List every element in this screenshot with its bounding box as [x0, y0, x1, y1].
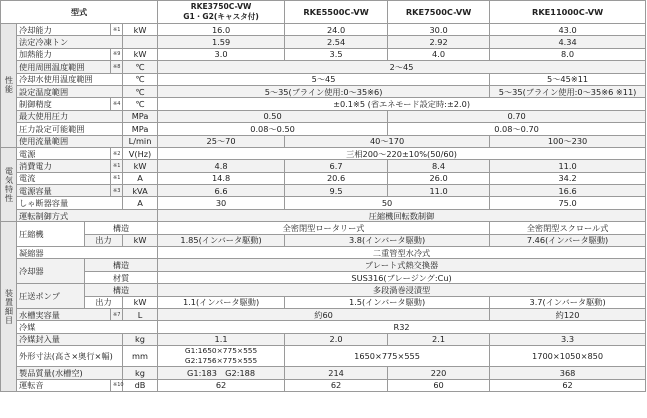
value: 60	[388, 379, 490, 391]
unit: ℃	[123, 73, 158, 85]
label: 電源容量	[17, 185, 111, 197]
row-pump-structure	[1, 284, 646, 296]
value: 1700×1050×850	[490, 346, 646, 367]
value: 11.0	[490, 160, 646, 172]
row-rated-ton	[1, 36, 646, 48]
value: プレート式熱交換器	[158, 259, 646, 271]
value: 2.54	[285, 36, 388, 48]
value: 0.08～0.70	[388, 123, 646, 135]
value: 11.0	[388, 185, 490, 197]
value: 圧縮機回転数制御	[158, 209, 646, 221]
row-breaker	[1, 197, 646, 209]
row-control-accuracy	[1, 98, 646, 110]
group-device: 装置細目	[1, 222, 17, 392]
value: 25～70	[158, 135, 285, 147]
value: 二重管型水冷式	[158, 247, 646, 259]
unit: kW	[123, 234, 158, 246]
value: 2～45	[158, 61, 646, 73]
value: 1.59	[158, 36, 285, 48]
label: 凝縮器	[17, 247, 158, 259]
value: 26.0	[388, 172, 490, 184]
label: しゃ断器容量	[17, 197, 123, 209]
value: 30	[158, 197, 285, 209]
value: 4.34	[490, 36, 646, 48]
row-pump-output	[1, 296, 646, 308]
note: ※1	[111, 172, 123, 184]
value: 8.4	[388, 160, 490, 172]
row-heating-capacity	[1, 48, 646, 60]
sublabel: 出力	[85, 296, 123, 308]
value: 1650×775×555	[285, 346, 490, 367]
unit: V(Hz)	[123, 147, 158, 159]
row-pressure-range	[1, 123, 646, 135]
unit: MPa	[123, 110, 158, 122]
unit: kg	[123, 367, 158, 379]
note: ※9	[111, 48, 123, 60]
value: 43.0	[490, 24, 646, 36]
value: 全密閉型ロータリー式	[158, 222, 490, 234]
unit: kg	[123, 333, 158, 345]
value: 20.6	[285, 172, 388, 184]
value: 3.5	[285, 48, 388, 60]
header-label: 型式	[1, 1, 158, 24]
sublabel: 出力	[85, 234, 123, 246]
model-11000: RKE11000C-VW	[490, 1, 646, 24]
note: ※4	[111, 98, 123, 110]
value: 2.92	[388, 36, 490, 48]
value: R32	[158, 321, 646, 333]
value: 5～45※11	[490, 73, 646, 85]
sublabel: 構造	[85, 284, 158, 296]
label: 冷媒	[17, 321, 158, 333]
value: 214	[285, 367, 388, 379]
sublabel: 材質	[85, 271, 158, 283]
note: ※3	[111, 185, 123, 197]
model-5500: RKE5500C-VW	[285, 1, 388, 24]
unit: L	[123, 308, 158, 320]
row-compressor-output	[1, 234, 646, 246]
row-condenser	[1, 247, 646, 259]
unit: ℃	[123, 98, 158, 110]
value: 62	[285, 379, 388, 391]
label: 水槽実容量	[17, 308, 111, 320]
value: 368	[490, 367, 646, 379]
value: 24.0	[285, 24, 388, 36]
note: ※7	[111, 308, 123, 320]
value: 30.0	[388, 24, 490, 36]
note: ※2	[111, 147, 123, 159]
value: G1:1650×775×555 G2:1756×775×555	[158, 346, 285, 367]
sublabel: 構造	[85, 222, 158, 234]
unit: A	[123, 197, 158, 209]
value: 0.50	[158, 110, 388, 122]
value: 全密閉型スクロール式	[490, 222, 646, 234]
row-cooling-capacity	[1, 24, 646, 36]
row-set-temp	[1, 85, 646, 97]
label: 電源	[17, 147, 111, 159]
value: 14.8	[158, 172, 285, 184]
value: 40～170	[285, 135, 490, 147]
unit: kW	[123, 24, 158, 36]
row-compressor-structure	[1, 222, 646, 234]
value: 約120	[490, 308, 646, 320]
row-current	[1, 172, 646, 184]
row-power-supply	[1, 147, 646, 159]
model-3750: RKE3750C-VW G1・G2(キャスタ付)	[158, 1, 285, 24]
unit: mm	[123, 346, 158, 367]
label: 圧力設定可能範囲	[17, 123, 123, 135]
value: SUS316(ブレージング:Cu)	[158, 271, 646, 283]
row-power-capacity	[1, 185, 646, 197]
group-performance: 性能	[1, 24, 17, 148]
row-refrigerant-amount	[1, 333, 646, 345]
value: ±0.1※5 (省エネモード設定時:±2.0)	[158, 98, 646, 110]
row-cooler-structure	[1, 259, 646, 271]
value: 100～230	[490, 135, 646, 147]
value: 5～45	[158, 73, 490, 85]
unit: ℃	[123, 85, 158, 97]
value: 9.5	[285, 185, 388, 197]
unit: dB	[123, 379, 158, 391]
label: 使用周囲温度範囲	[17, 61, 111, 73]
unit: kW	[123, 296, 158, 308]
row-refrigerant	[1, 321, 646, 333]
row-dimensions	[1, 346, 646, 367]
header-row	[1, 1, 646, 24]
value: 約60	[158, 308, 490, 320]
value: 6.7	[285, 160, 388, 172]
value: 3.0	[158, 48, 285, 60]
value: 16.0	[158, 24, 285, 36]
label: 加熱能力	[17, 48, 111, 60]
value: 2.1	[388, 333, 490, 345]
value: 62	[158, 379, 285, 391]
label: 電流	[17, 172, 111, 184]
value: 5～35(ブライン使用:0～35※6 ※11)	[490, 85, 646, 97]
value: 3.3	[490, 333, 646, 345]
value: 16.6	[490, 185, 646, 197]
value: 三相200～220±10%(50/60)	[158, 147, 646, 159]
value: 4.0	[388, 48, 490, 60]
label: 圧縮機	[17, 222, 85, 247]
value: 50	[285, 197, 490, 209]
label: 製品質量(水槽空)	[17, 367, 123, 379]
unit	[123, 36, 158, 48]
label: 運転制御方式	[17, 209, 158, 221]
unit: kW	[123, 160, 158, 172]
row-cooler-material	[1, 271, 646, 283]
value: 多段渦巻浸漬型	[158, 284, 646, 296]
value: G1:183 G2:188	[158, 367, 285, 379]
value: 1.1	[158, 333, 285, 345]
label: 消費電力	[17, 160, 111, 172]
row-ambient-temp	[1, 61, 646, 73]
unit: L/min	[123, 135, 158, 147]
label: 運転音	[17, 379, 111, 391]
label: 外形寸法(高さ×奥行×幅)	[17, 346, 123, 367]
value: 6.6	[158, 185, 285, 197]
label: 制御精度	[17, 98, 111, 110]
value: 0.70	[388, 110, 646, 122]
value: 34.2	[490, 172, 646, 184]
note: ※1	[111, 24, 123, 36]
label: 使用流量範囲	[17, 135, 123, 147]
value: 8.0	[490, 48, 646, 60]
group-electrical: 電気特性	[1, 147, 17, 221]
value: 4.8	[158, 160, 285, 172]
value: 1.85(インバータ駆動)	[158, 234, 285, 246]
unit: kW	[123, 48, 158, 60]
value: 220	[388, 367, 490, 379]
unit: MPa	[123, 123, 158, 135]
row-flow-range	[1, 135, 646, 147]
label: 冷却器	[17, 259, 85, 284]
value: 3.8(インバータ駆動)	[285, 234, 490, 246]
label: 設定温度範囲	[17, 85, 123, 97]
row-max-pressure	[1, 110, 646, 122]
row-mass	[1, 367, 646, 379]
unit: kVA	[123, 185, 158, 197]
note: ※8	[111, 61, 123, 73]
label: 法定冷凍トン	[17, 36, 123, 48]
value: 1.5(インバータ駆動)	[285, 296, 490, 308]
value: 2.0	[285, 333, 388, 345]
sublabel: 構造	[85, 259, 158, 271]
value: 7.46(インバータ駆動)	[490, 234, 646, 246]
label: 冷却水使用温度範囲	[17, 73, 123, 85]
row-operation-control	[1, 209, 646, 221]
label: 冷媒封入量	[17, 333, 123, 345]
label: 圧送ポンプ	[17, 284, 85, 309]
value: 0.08～0.50	[158, 123, 388, 135]
note: ※1	[111, 160, 123, 172]
value: 75.0	[490, 197, 646, 209]
value: 5～35(ブライン使用:0～35※6)	[158, 85, 490, 97]
value: 1.1(インバータ駆動)	[158, 296, 285, 308]
label: 冷却能力	[17, 24, 111, 36]
value: 3.7(インバータ駆動)	[490, 296, 646, 308]
model-7500: RKE7500C-VW	[388, 1, 490, 24]
row-noise	[1, 379, 646, 391]
value: 62	[490, 379, 646, 391]
unit: ℃	[123, 61, 158, 73]
unit: A	[123, 172, 158, 184]
row-water-temp	[1, 73, 646, 85]
label: 最大使用圧力	[17, 110, 123, 122]
note: ※10	[111, 379, 123, 391]
row-tank	[1, 308, 646, 320]
row-power-consumption	[1, 160, 646, 172]
